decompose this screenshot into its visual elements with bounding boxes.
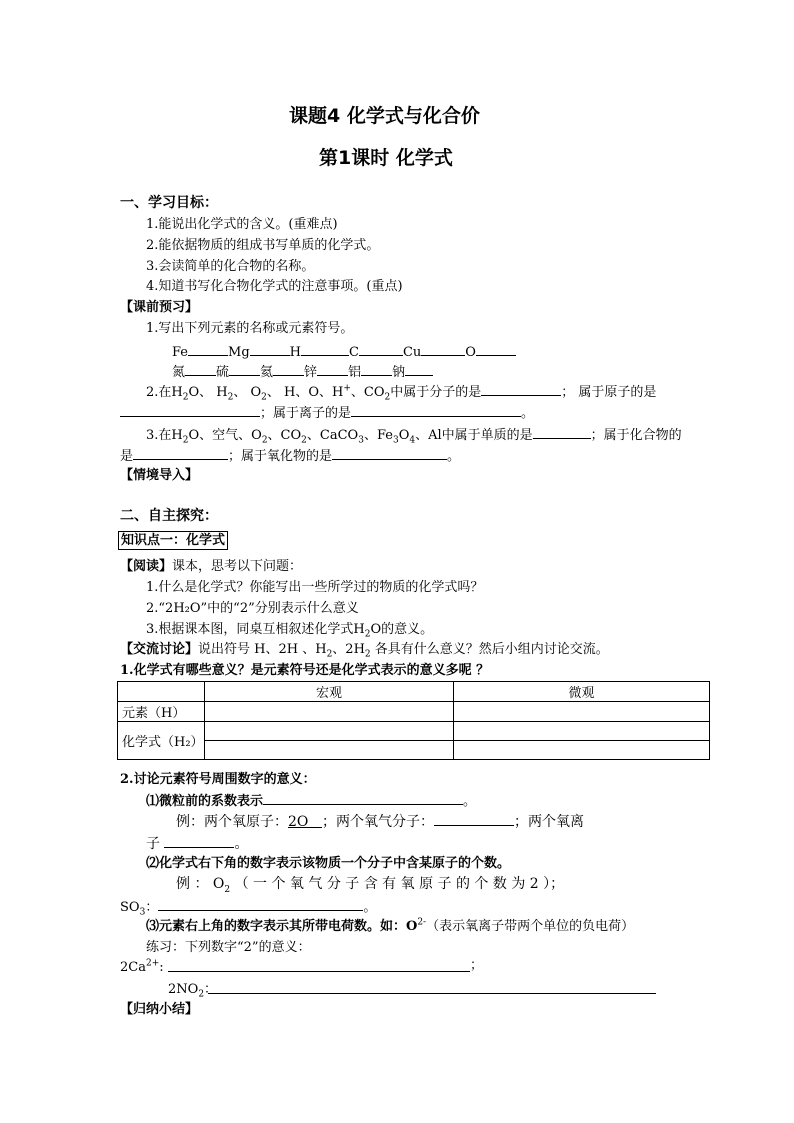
- read-q2: 2.“2H₂O”中的“2”分别表示什么意义: [146, 601, 359, 616]
- cell-blank[interactable]: [454, 702, 710, 722]
- blank[interactable]: [434, 812, 514, 826]
- preview-heading: 【课前预习】: [120, 300, 199, 315]
- blank[interactable]: [332, 446, 447, 460]
- blank[interactable]: [481, 382, 561, 396]
- goal-4: 4.知道书写化合物化学式的注意事项。(重点): [146, 279, 403, 294]
- goal-3: 3.会读简单的化合物的名称。: [146, 259, 315, 274]
- row-formula: 化学式（H₂）: [118, 722, 205, 760]
- blank[interactable]: [301, 342, 349, 356]
- blank[interactable]: [188, 342, 228, 356]
- blank[interactable]: [229, 362, 260, 376]
- blank[interactable]: [351, 403, 521, 417]
- blank[interactable]: [273, 362, 304, 376]
- cell-blank[interactable]: [205, 722, 454, 741]
- preview-q2-cont: ；属于离子的是 。: [120, 403, 534, 422]
- numbers-ex1-cont: 子 。: [146, 836, 249, 852]
- practice-line: 练习：下列数字“2”的意义：: [146, 940, 311, 955]
- practice-1-end: ；: [470, 958, 484, 973]
- blank[interactable]: [250, 342, 290, 356]
- numbers-ex1: 例：两个氧原子：2O ；两个氧气分子： ；两个氧离: [176, 814, 584, 830]
- blank[interactable]: [133, 446, 228, 460]
- section2-heading: 二、自主探究：: [120, 508, 218, 524]
- blank[interactable]: [359, 342, 403, 356]
- read-q1: 1.什么是化学式？你能写出一些所学过的物质的化学式吗？: [146, 580, 484, 595]
- numbers-ex2: 例 ： $O_2$ （ 一 个 氧 气 分 子 含 有 氧 原 子 的 个 数 为 2 ）；: [176, 876, 565, 895]
- blank[interactable]: [421, 342, 465, 356]
- numbers-p1: ⑴微粒前的系数表示 。: [146, 791, 476, 810]
- row-element: 元素（H）: [118, 702, 205, 722]
- blank[interactable]: [185, 362, 216, 376]
- practice-2: $2NO_2$：: [168, 982, 218, 1000]
- numbers-so3: $SO_3$： 。: [120, 897, 376, 916]
- table-corner: [118, 682, 205, 702]
- read-line: 【阅读】课本，思考以下问题：: [120, 559, 303, 574]
- numbers-p2: ⑵化学式右下角的数字表示该物质一个分子中含某原子的个数。: [146, 856, 511, 871]
- meaning-table: [117, 681, 710, 760]
- intro-heading: 【情境导入】: [120, 468, 199, 483]
- blank[interactable]: [476, 342, 516, 356]
- answer-line[interactable]: [168, 971, 470, 972]
- cell-blank[interactable]: [454, 741, 710, 760]
- cell-blank[interactable]: [454, 722, 710, 741]
- page-title: 课题4 化学式与化合价: [289, 105, 480, 127]
- blank[interactable]: [533, 425, 591, 439]
- blank[interactable]: [361, 362, 392, 376]
- preview-q2: 2.在$H_2O$、 $H_2$、 $O_2$、 H、O、H+、$CO_2$中属于分子的是 ； 属于原子的是: [146, 383, 657, 403]
- discuss-line: 【交流讨论】说出符号 H、2H 、$H_2$、$2H_2$ 各具有什么意义？然后小组内讨论交流。: [120, 642, 609, 660]
- answer-2O: 2O: [288, 814, 322, 828]
- blank[interactable]: [158, 897, 363, 911]
- numbers-heading: 2.讨论元素符号周围数字的意义：: [120, 772, 316, 787]
- answer-line[interactable]: [208, 993, 656, 994]
- preview-q3: 3.在$H_2O$、空气、$O_2$、$CO_2$、CaCO$_3$、$Fe_3O_4$、Al中属于单质的是 ；属于化合物的: [146, 425, 682, 444]
- blank[interactable]: [164, 834, 234, 848]
- cell-blank[interactable]: [205, 741, 454, 760]
- goal-1: 1.能说出化学式的含义。(重难点): [146, 217, 338, 232]
- col-macro: 宏观: [205, 682, 454, 702]
- col-micro: 微观: [454, 682, 710, 702]
- read-q3: 3.根据课本图，同桌互相叙述化学式$H_2O$的意义。: [146, 622, 434, 640]
- element-symbols-row: Fe Mg H C Cu O: [172, 342, 516, 361]
- table-question: 1.化学式有哪些意义？是元素符号还是化学式表示的意义多呢 ？: [120, 663, 490, 678]
- preview-q1: 1.写出下列元素的名称或元素符号。: [146, 321, 354, 336]
- element-names-row: 氮 硫 氦 锌 铝 钠: [172, 362, 433, 381]
- section1-heading: 一、学习目标：: [120, 195, 218, 211]
- summary-heading: 【归纳小结】: [120, 1002, 199, 1017]
- blank[interactable]: [317, 362, 348, 376]
- knowledge-point-1: 知识点一：化学式: [118, 531, 228, 550]
- goal-2: 2.能依据物质的组成书写单质的化学式。: [146, 238, 380, 253]
- blank[interactable]: [263, 791, 463, 805]
- blank[interactable]: [405, 362, 433, 376]
- cell-blank[interactable]: [205, 702, 454, 722]
- practice-1: $2Ca^{2+}$:: [120, 958, 164, 975]
- numbers-p3: ⑶元素右上角的数字表示其所带电荷数。如：$O^{2-}$（表示氧离子带两个单位的负电荷）: [146, 917, 635, 934]
- page-subtitle: 第1课时 化学式: [319, 147, 453, 169]
- preview-q3-cont: 是 ；属于氧化物的是 。: [120, 446, 460, 465]
- blank[interactable]: [120, 403, 260, 417]
